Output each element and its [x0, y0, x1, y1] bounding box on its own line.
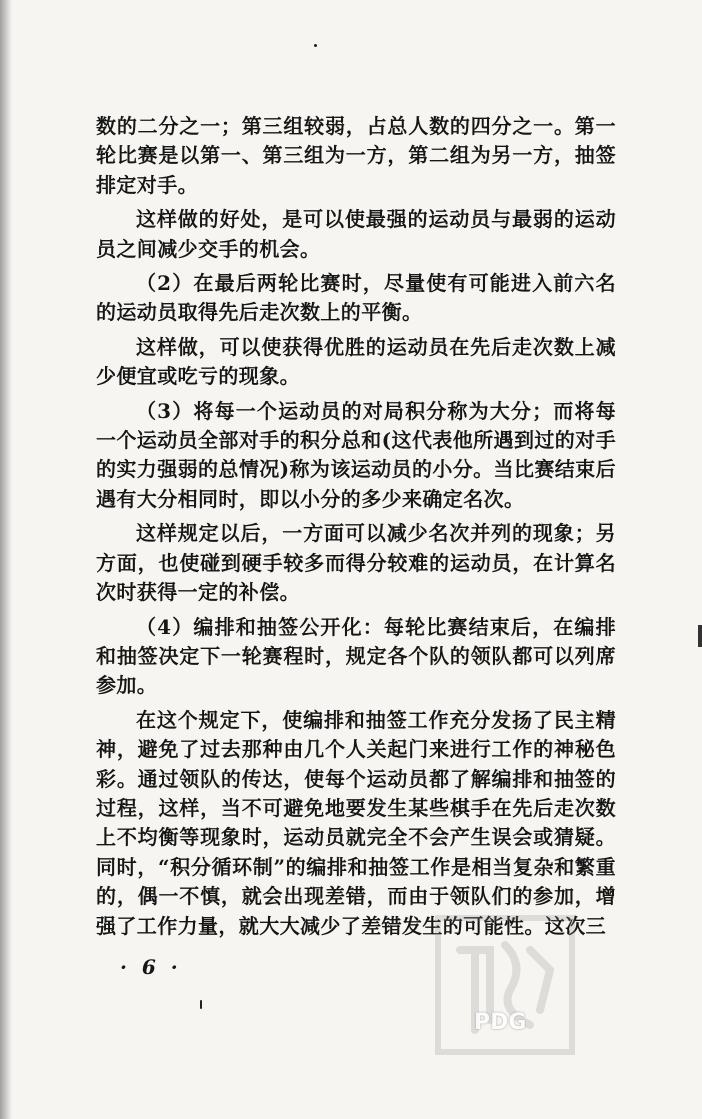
page-number: · 6 · — [120, 955, 182, 979]
paragraph-8: 在这个规定下，使编排和抽签工作充分发扬了民主精神，避免了过去那种由几个人关起门来进行工作的神秘色彩。通过领队的传达，使每个运动员都了解编排和抽签的过程，这样，当不可避免地要发生某些棋手在先后走次数上不均衡等现象时，运动员就完全不会产生误会或猜疑。同时，“积分循环制”的编排和抽签工作是相当复杂和繁重的，偶一不慎，就会出现差错，而由于领队们的参加，增强了工作力量，就大大减少了差错发生的可能性。这次三 — [96, 707, 616, 938]
scan-speck — [200, 1000, 202, 1009]
paragraph-2: 这样做的好处，是可以使最强的运动员与最弱的运动员之间减少交手的机会。 — [96, 207, 616, 261]
page-binding-edge — [0, 0, 12, 1119]
paragraph-7: （4）编排和抽签公开化：每轮比赛结束后，在编排和抽签决定下一轮赛程时，规定各个队的领队都可以列席参加。 — [96, 614, 616, 698]
paragraph-1: 数的二分之一；第三组较弱，占总人数的四分之一。第一轮比赛是以第一、第三组为一方，第二组为另一方，抽签排定对手。 — [96, 114, 616, 197]
paragraph-5: （3）将每一个运动员的对局积分称为大分；而将每一个运动员全部对手的积分总和(这代表他所遇到过的对手的实力强弱的总情况)称为该运动员的小分。当比赛结束后遇有大分相同时，即以小分的多少来确定名次。 — [96, 398, 616, 511]
paragraph-4: 这样做，可以使获得优胜的运动员在先后走次数上减少便宜或吃亏的现象。 — [96, 334, 616, 389]
paragraph-6: 这样规定以后，一方面可以减少名次并列的现象；另方面，也使碰到硬手较多而得分较难的运动员，在计算名次时获得一定的补偿。 — [96, 521, 616, 605]
paragraph-3: （2）在最后两轮比赛时，尽量使有可能进入前六名的运动员取得先后走次数上的平衡。 — [96, 271, 616, 325]
library-seal-watermark — [430, 910, 580, 1060]
watermark-label: PDG — [474, 1010, 527, 1035]
body-text — [96, 112, 616, 941]
scan-edge-mark — [698, 625, 702, 647]
scan-speck — [314, 44, 317, 47]
